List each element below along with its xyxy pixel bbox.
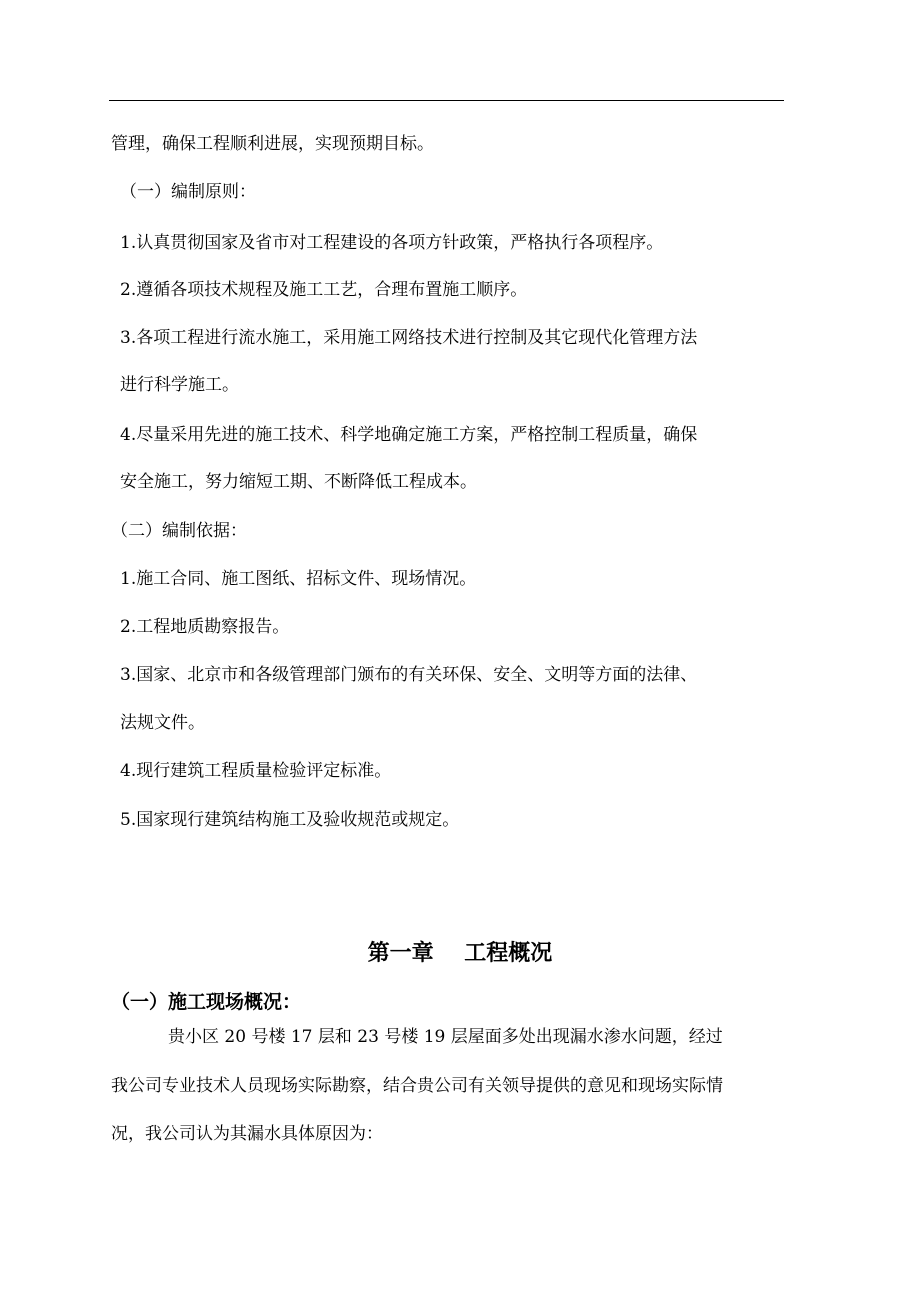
body-paragraph-line: 贵小区 20 号楼 17 层和 23 号楼 19 层屋面多处出现漏水渗水问题，经过 <box>168 1027 723 1047</box>
body-paragraph-line: 我公司专业技术人员现场实际勘察，结合贵公司有关领导提供的意见和现场实际情 <box>111 1076 723 1096</box>
section-title: （一）施工现场概况： <box>111 991 302 1013</box>
list-item: 1.施工合同、施工图纸、招标文件、现场情况。 <box>120 569 477 589</box>
list-item-continuation: 进行科学施工。 <box>120 375 239 395</box>
header-rule <box>109 100 784 101</box>
list-item: 4.尽量采用先进的施工技术、科学地确定施工方案，严格控制工程质量，确保 <box>120 425 698 445</box>
list-item: 4.现行建筑工程质量检验评定标准。 <box>120 761 392 781</box>
subheading-principles: （一）编制原则： <box>120 182 256 202</box>
list-item-continuation: 法规文件。 <box>120 713 205 733</box>
text-line: 管理，确保工程顺利进展，实现预期目标。 <box>111 134 434 154</box>
body-paragraph-line: 况，我公司认为其漏水具体原因为： <box>111 1124 383 1144</box>
list-item-continuation: 安全施工，努力缩短工期、不断降低工程成本。 <box>120 472 477 492</box>
list-item: 1.认真贯彻国家及省市对工程建设的各项方针政策，严格执行各项程序。 <box>120 233 664 253</box>
subheading-basis: （二）编制依据： <box>111 521 247 541</box>
list-item: 5.国家现行建筑结构施工及验收规范或规定。 <box>120 810 460 830</box>
list-item: 3.国家、北京市和各级管理部门颁布的有关环保、安全、文明等方面的法律、 <box>120 665 698 685</box>
list-item: 2.工程地质勘察报告。 <box>120 617 290 637</box>
list-item: 3.各项工程进行流水施工，采用施工网络技术进行控制及其它现代化管理方法 <box>120 328 698 348</box>
chapter-title: 第一章 工程概况 <box>367 941 553 966</box>
list-item: 2.遵循各项技术规程及施工工艺，合理布置施工顺序。 <box>120 280 528 300</box>
